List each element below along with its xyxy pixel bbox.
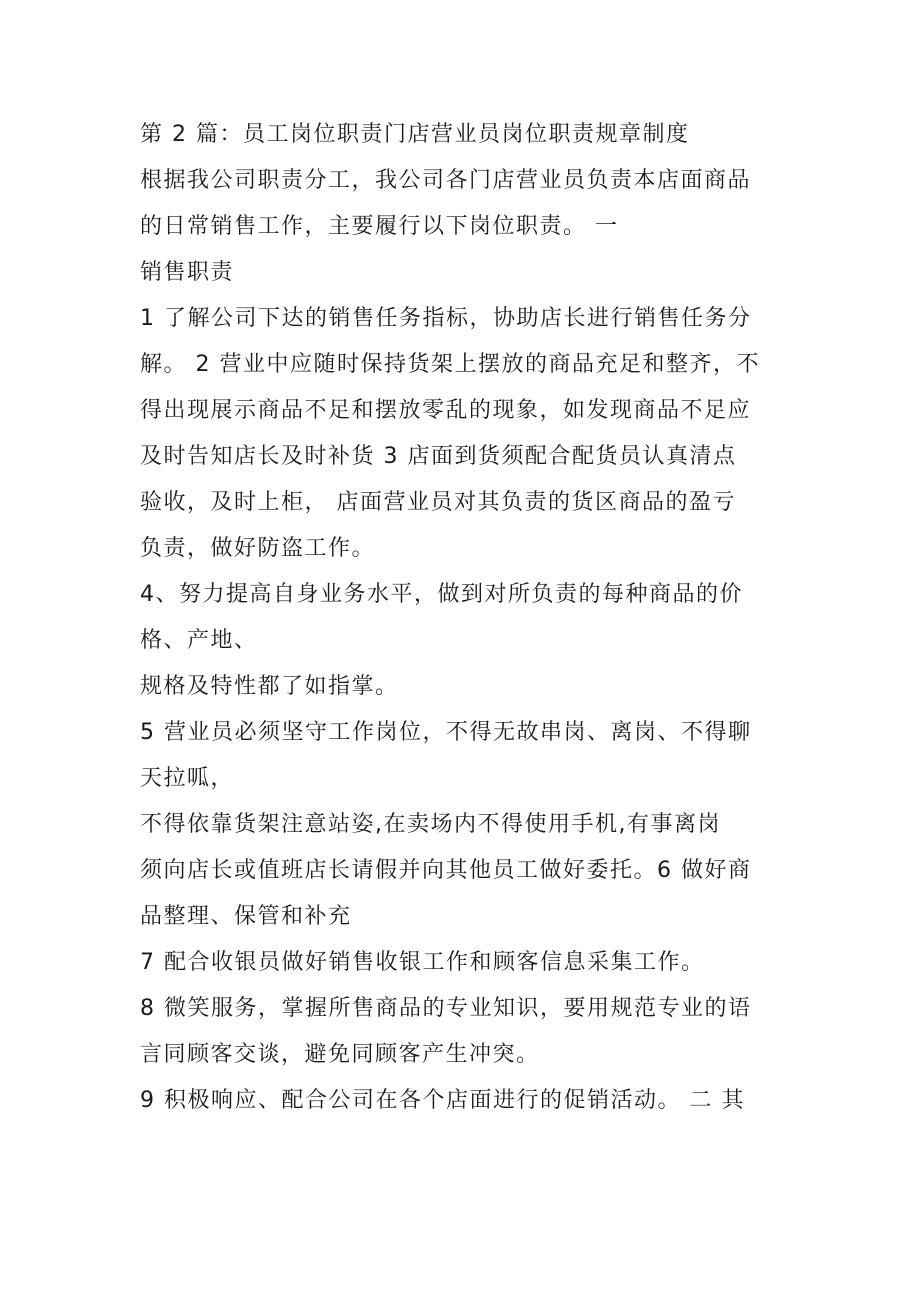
paragraph-line: 规格及特性都了如指掌。	[140, 674, 399, 699]
paragraph-line: 得出现展示商品不足和摆放零乱的现象，如发现商品不足应	[140, 398, 752, 423]
paragraph-line: 负责，做好防盗工作。	[140, 536, 376, 561]
paragraph-line: 不得依靠货架注意站姿,在卖场内不得使用手机,有事离岗	[140, 812, 721, 837]
paragraph-line: 解。 2 营业中应随时保持货架上摆放的商品充足和整齐，不	[140, 352, 760, 377]
paragraph-line: 天拉呱，	[140, 766, 235, 791]
paragraph-line: 言同顾客交谈，避免同顾客产生冲突。	[140, 1042, 540, 1067]
paragraph-line: 9 积极响应、配合公司在各个店面进行的促销活动。 二 其	[140, 1088, 745, 1113]
paragraph-line: 品整理、保管和补充	[140, 904, 352, 929]
paragraph-line: 须向店长或值班店长请假并向其他员工做好委托。6 做好商	[140, 858, 752, 883]
paragraph-line: 4、努力提高自身业务水平，做到对所负责的每种商品的价	[140, 582, 743, 607]
paragraph-line: 的日常销售工作，主要履行以下岗位职责。 一	[140, 214, 619, 239]
paragraph-line: 8 微笑服务，掌握所售商品的专业知识，要用规范专业的语	[140, 996, 752, 1021]
paragraph-line: 根据我公司职责分工，我公司各门店营业员负责本店面商品	[140, 168, 752, 193]
document-title: 第 2 篇：员工岗位职责门店营业员岗位职责规章制度	[140, 122, 690, 147]
paragraph-line: 7 配合收银员做好销售收银工作和顾客信息采集工作。	[140, 950, 705, 975]
paragraph-line: 验收，及时上柜， 店面营业员对其负责的货区商品的盈亏	[140, 490, 736, 515]
document-body	[140, 112, 790, 1124]
paragraph-line: 及时告知店长及时补货 3 店面到货须配合配货员认真清点	[140, 444, 737, 469]
paragraph-line: 1 了解公司下达的销售任务指标，协助店长进行销售任务分	[140, 306, 752, 331]
section-heading: 销售职责	[140, 260, 235, 285]
paragraph-line: 5 营业员必须坚守工作岗位，不得无故串岗、离岗、不得聊	[140, 720, 752, 745]
paragraph-line: 格、产地、	[140, 628, 258, 653]
